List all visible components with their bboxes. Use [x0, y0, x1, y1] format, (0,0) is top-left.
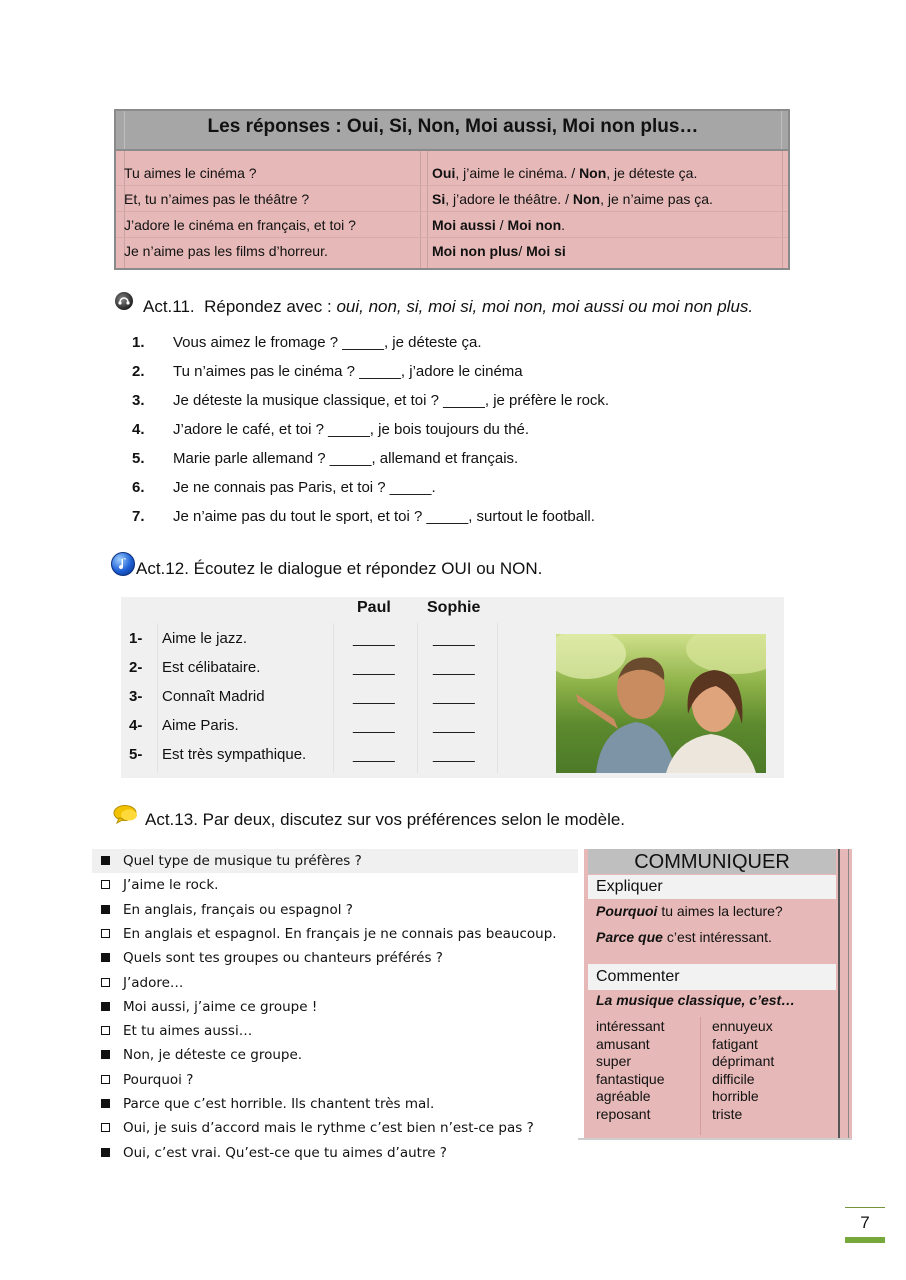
filled-square-bullet-icon [101, 905, 110, 914]
response-answer: Si, j’adore le théâtre. / Non, je n’aime pas ça. [432, 191, 713, 207]
paul-answer-blank[interactable]: _____ [353, 630, 395, 647]
adjective-item: ennuyeux [712, 1018, 773, 1034]
adjective-item: fantastique [596, 1070, 665, 1087]
row-number: 1- [129, 630, 143, 647]
response-answer: Oui, j’aime le cinéma. / Non, je déteste ça. [432, 165, 698, 181]
adjective-item: super [596, 1053, 632, 1070]
responses-row [116, 212, 788, 238]
paul-answer-blank[interactable]: _____ [353, 688, 395, 705]
headphones-icon [115, 292, 133, 310]
explain-header: Expliquer [588, 875, 836, 899]
item-number: 7. [132, 508, 145, 525]
act11-title: Act.11. Répondez avec : oui, non, si, moi si, moi non, moi aussi ou moi non plus. [143, 297, 754, 316]
act12-row [121, 683, 511, 711]
explain-question: Pourquoi tu aimes la lecture? [596, 903, 783, 919]
dialogue-text: J’adore… [123, 974, 184, 991]
responses-table-header [116, 111, 788, 151]
hollow-square-bullet-icon [101, 929, 110, 938]
dialogue-text: Quel type de musique tu préfères ? [123, 853, 362, 869]
dialogue-text: Parce que c’est horrible. Ils chantent très mal. [123, 1096, 435, 1112]
hollow-square-bullet-icon [101, 880, 110, 889]
dialogue-text: En anglais, français ou espagnol ? [123, 901, 353, 918]
sophie-answer-blank[interactable]: _____ [433, 717, 475, 734]
adjectives-negative [712, 1018, 774, 1124]
item-number: 6. [132, 479, 145, 496]
col-sophie: Sophie [427, 599, 481, 616]
act12-title: Act.12. Écoutez le dialogue et répondez OUI ou NON. [136, 559, 543, 578]
sophie-answer-blank[interactable]: _____ [433, 746, 475, 763]
audio-icon [111, 552, 135, 576]
hollow-square-bullet-icon [101, 1123, 110, 1132]
adjective-item: intéressant [596, 1018, 665, 1034]
row-label: Connaît Madrid [162, 688, 265, 705]
col-paul: Paul [357, 599, 391, 616]
responses-table [114, 109, 790, 270]
filled-square-bullet-icon [101, 1148, 110, 1157]
responses-row [116, 238, 788, 264]
filled-square-bullet-icon [101, 1050, 110, 1059]
item-text: J’adore le café, et toi ? _____, je bois toujours du thé. [173, 421, 530, 438]
adjective-item: difficile [712, 1070, 755, 1087]
item-text: Tu n’aimes pas le cinéma ? _____, j’adore le cinéma [173, 363, 523, 380]
response-answer: Moi non plus/ Moi si [432, 243, 566, 259]
dialogue-text: En anglais et espagnol. En français je ne connais pas beaucoup. [123, 925, 557, 942]
row-label: Aime le jazz. [162, 630, 248, 647]
adjective-item: déprimant [712, 1053, 775, 1070]
response-question: Et, tu n’aimes pas le théâtre ? [124, 191, 310, 207]
act12-row [121, 712, 511, 740]
row-number: 5- [129, 746, 143, 763]
row-label: Est très sympathique. [162, 746, 307, 763]
item-number: 4. [132, 421, 145, 438]
dialogue-text: Pourquoi ? [123, 1071, 194, 1088]
response-answer: Moi aussi / Moi non. [432, 217, 566, 233]
response-question: J’adore le cinéma en français, et toi ? [124, 217, 356, 233]
dialogue-text: Oui, je suis d’accord mais le rythme c’est bien n’est-ce pas ? [123, 1120, 534, 1137]
comment-line: La musique classique, c’est… [596, 992, 796, 1008]
communiquer-box [584, 849, 852, 1139]
adjective-item: horrible [712, 1088, 759, 1105]
responses-row [116, 160, 788, 186]
dialogue-text: Moi aussi, j’aime ce groupe ! [123, 998, 318, 1015]
hollow-square-bullet-icon [101, 978, 110, 987]
row-number: 4- [129, 717, 143, 734]
act12-row [121, 741, 511, 769]
comment-header: Commenter [588, 964, 836, 990]
page-number: 7 [845, 1207, 885, 1243]
act13-title: Act.13. Par deux, discutez sur vos préférences selon le modèle. [145, 810, 626, 829]
filled-square-bullet-icon [101, 856, 110, 865]
responses-row [116, 186, 788, 212]
dialogue-text: Non, je déteste ce groupe. [123, 1047, 303, 1064]
paul-answer-blank[interactable]: _____ [353, 659, 395, 676]
act12-row [121, 625, 511, 653]
row-label: Aime Paris. [162, 717, 239, 734]
couple-photo [556, 634, 766, 773]
dialogue-text: Quels sont tes groupes ou chanteurs préférés ? [123, 950, 443, 967]
item-number: 3. [132, 392, 145, 409]
item-number: 5. [132, 450, 145, 467]
item-text: Je n’aime pas du tout le sport, et toi ? _____, surtout le football. [173, 508, 595, 525]
explain-answer: Parce que c’est intéressant. [596, 929, 772, 945]
row-number: 3- [129, 688, 143, 705]
adjective-item: agréable [596, 1088, 651, 1105]
responses-table-title: Les réponses : Oui, Si, Non, Moi aussi, Moi non plus… [207, 116, 699, 137]
dialogue-text: Et tu aimes aussi… [123, 1023, 253, 1040]
item-text: Vous aimez le fromage ? _____, je déteste ça. [173, 334, 482, 351]
hollow-square-bullet-icon [101, 1026, 110, 1035]
communiquer-title: COMMUNIQUER [588, 849, 836, 874]
filled-square-bullet-icon [101, 1099, 110, 1108]
act12-row [121, 654, 511, 682]
row-number: 2- [129, 659, 143, 676]
response-question: Je n’aime pas les films d’horreur. [124, 243, 328, 259]
filled-square-bullet-icon [101, 1002, 110, 1011]
row-label: Est célibataire. [162, 659, 261, 676]
adjective-item: fatigant [712, 1035, 758, 1052]
dialogue-text: J’aime le rock. [123, 877, 219, 894]
filled-square-bullet-icon [101, 953, 110, 962]
item-text: Je ne connais pas Paris, et toi ? _____. [173, 479, 436, 496]
item-number: 1. [132, 334, 145, 351]
paul-answer-blank[interactable]: _____ [353, 746, 395, 763]
adjective-item: reposant [596, 1105, 651, 1122]
response-question: Tu aimes le cinéma ? [124, 165, 257, 181]
item-number: 2. [132, 363, 145, 380]
item-text: Je déteste la musique classique, et toi ? _____, je préfère le rock. [173, 392, 610, 409]
adjective-item: amusant [596, 1035, 650, 1052]
paul-answer-blank[interactable]: _____ [353, 717, 395, 734]
dialogue-list [99, 849, 579, 1169]
speech-bubble-icon [113, 804, 139, 824]
adjectives-positive [596, 1018, 665, 1124]
sophie-answer-blank[interactable]: _____ [433, 630, 475, 647]
dialogue-text: Oui, c’est vrai. Qu’est-ce que tu aimes d’autre ? [123, 1144, 447, 1161]
hollow-square-bullet-icon [101, 1075, 110, 1084]
adjective-item: triste [712, 1105, 743, 1122]
sophie-answer-blank[interactable]: _____ [433, 659, 475, 676]
sophie-answer-blank[interactable]: _____ [433, 688, 475, 705]
item-text: Marie parle allemand ? _____, allemand et français. [173, 450, 519, 467]
